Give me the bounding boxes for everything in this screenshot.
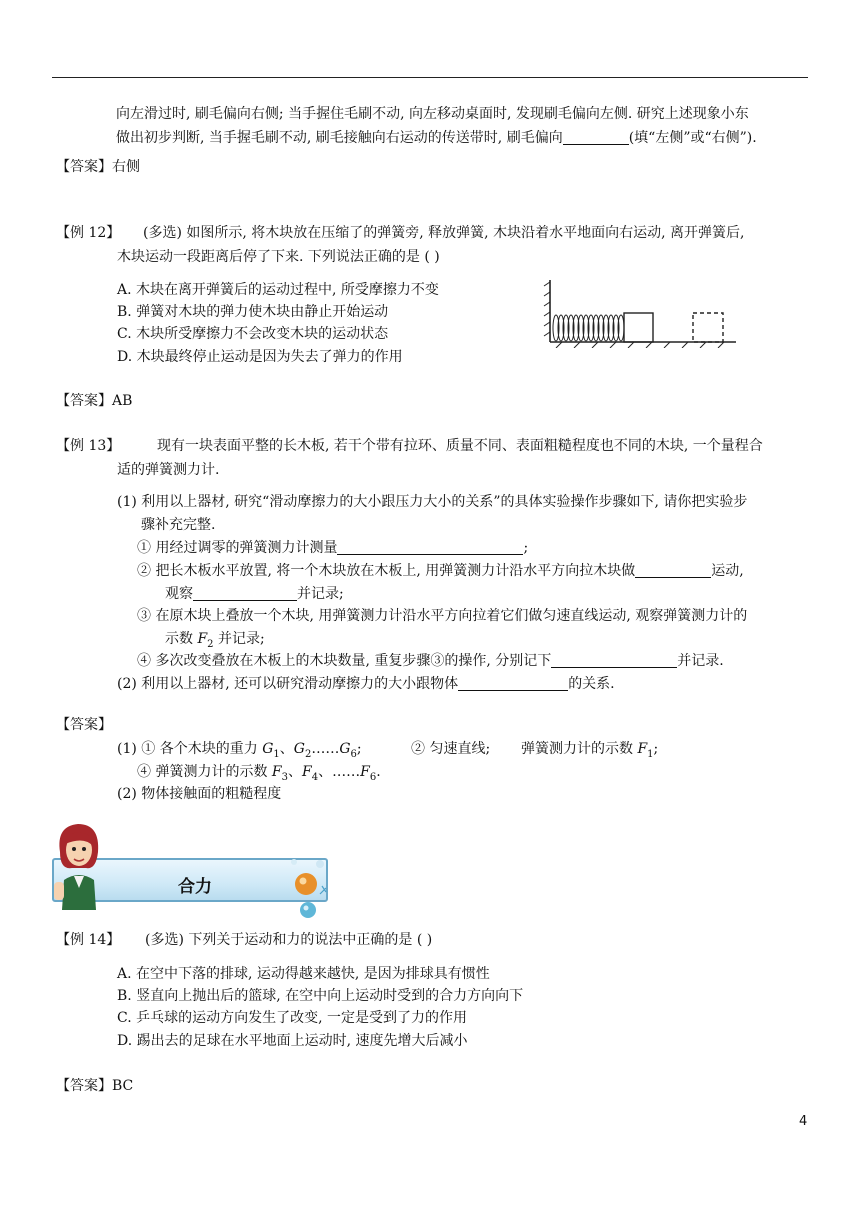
answer-blank: [563, 130, 629, 145]
ex14-option-d: D. 踢出去的足球在水平地面上运动时, 速度先增大后减小: [117, 1033, 468, 1049]
ex14-answer: 【答案】BC: [56, 1078, 134, 1094]
spring-icon: [553, 315, 624, 341]
top-answer: 【答案】右侧: [56, 159, 140, 175]
ex14-line-1: (多选) 下列关于运动和力的说法中正确的是 ( ): [145, 932, 433, 948]
dashed-block-icon: [693, 313, 723, 342]
ex12-option-b: B. 弹簧对木块的弹力使木块由静止开始运动: [117, 304, 389, 320]
answer-blank: [458, 676, 568, 691]
ex13-answer-4: ④ 弹簧测力计的示数 $F_3$、$F_4$、$\dots\dots F_6$.: [137, 764, 381, 783]
answer-blank: [635, 563, 711, 578]
ex14-option-c: C. 乒乓球的运动方向发生了改变, 一定是受到了力的作用: [117, 1010, 468, 1026]
ex14-option-a: A. 在空中下落的排球, 运动得越来越快, 是因为排球具有惯性: [117, 966, 490, 982]
ex13-step-3: ③ 在原木块上叠放一个木块, 用弹簧测力计沿水平方向拉着它们做匀速直线运动, 观察弹簧测力计的: [137, 608, 748, 624]
ex12-option-a: A. 木块在离开弹簧后的运动过程中, 所受摩擦力不变: [117, 282, 439, 298]
ex12-option-d: D. 木块最终停止运动是因为失去了弹力的作用: [117, 349, 403, 365]
top-line-2: 做出初步判断, 当手握毛刷不动, 刷毛接触向右运动的传送带时, 刷毛偏向 (填“左侧”或“右侧”).: [116, 130, 757, 146]
answer-blank: [337, 540, 523, 555]
ex13-step-3-cont: 示数 $F_2$ 并记录;: [165, 631, 265, 650]
ornament-icon: [286, 850, 330, 922]
ex13-p2: (2) 利用以上器材, 还可以研究滑动摩擦力的大小跟物体 的关系.: [117, 676, 615, 692]
ex13-p1-line-2: 骤补充完整.: [141, 517, 216, 533]
block-icon: [624, 313, 653, 342]
spring-block-figure: [540, 276, 740, 348]
header-rule: [52, 77, 808, 78]
ex12-line-1: (多选) 如图所示, 将木块放在压缩了的弹簧旁, 释放弹簧, 木块沿着水平地面向右运动, 离开弹簧后,: [143, 225, 745, 241]
page-number: 4: [799, 1114, 808, 1129]
ex13-answer-2: ② 匀速直线;: [411, 741, 491, 757]
ex13-answer-3: 弹簧测力计的示数 $F_1$;: [521, 741, 659, 760]
ex13-step-2-cont: 观察 并记录;: [165, 586, 344, 602]
ex13-label: 【例 13】: [56, 438, 121, 454]
top-line-1: 向左滑过时, 刷毛偏向右侧; 当手握住毛刷不动, 向左移动桌面时, 发现刷毛偏向左侧. 研究上述现象小东: [116, 106, 749, 122]
ex14-label: 【例 14】: [56, 932, 121, 948]
ex13-answer-5: (2) 物体接触面的粗糙程度: [117, 786, 282, 802]
ex13-p1-line-1: (1) 利用以上器材, 研究“滑动摩擦力的大小跟压力大小的关系”的具体实验操作步骤如下, 请你把实验步: [117, 494, 748, 510]
ex13-answer-1: (1) ① 各个木块的重力 $G_1$、$G_2\dots\dots G_6$;: [117, 741, 362, 760]
ex13-line-2: 适的弹簧测力计.: [117, 462, 220, 478]
ex13-step-2: ② 把长木板水平放置, 将一个木块放在木板上, 用弹簧测力计沿水平方向拉木块做 运动,: [137, 563, 744, 579]
ex13-answer-label: 【答案】: [56, 717, 112, 733]
ex12-label: 【例 12】: [56, 225, 121, 241]
answer-blank: [551, 653, 677, 668]
ex14-option-b: B. 竖直向上抛出后的篮球, 在空中向上运动时受到的合力方向向下: [117, 988, 524, 1004]
ex12-line-2: 木块运动一段距离后停了下来. 下列说法正确的是 ( ): [117, 249, 440, 265]
section-title: 合力: [178, 877, 212, 897]
ex13-step-4: ④ 多次改变叠放在木板上的木块数量, 重复步骤③的操作, 分别记下 并记录.: [137, 653, 724, 669]
ex13-step-1: ① 用经过调零的弹簧测力计测量 ;: [137, 540, 529, 556]
answer-blank: [193, 586, 297, 601]
ex12-answer: 【答案】AB: [56, 393, 133, 409]
ex12-option-c: C. 木块所受摩擦力不会改变木块的运动状态: [117, 326, 389, 342]
teacher-avatar-icon: [50, 818, 110, 910]
ex13-line-1: 现有一块表面平整的长木板, 若干个带有拉环、质量不同、表面粗糙程度也不同的木块, 一个量程合: [157, 438, 763, 454]
